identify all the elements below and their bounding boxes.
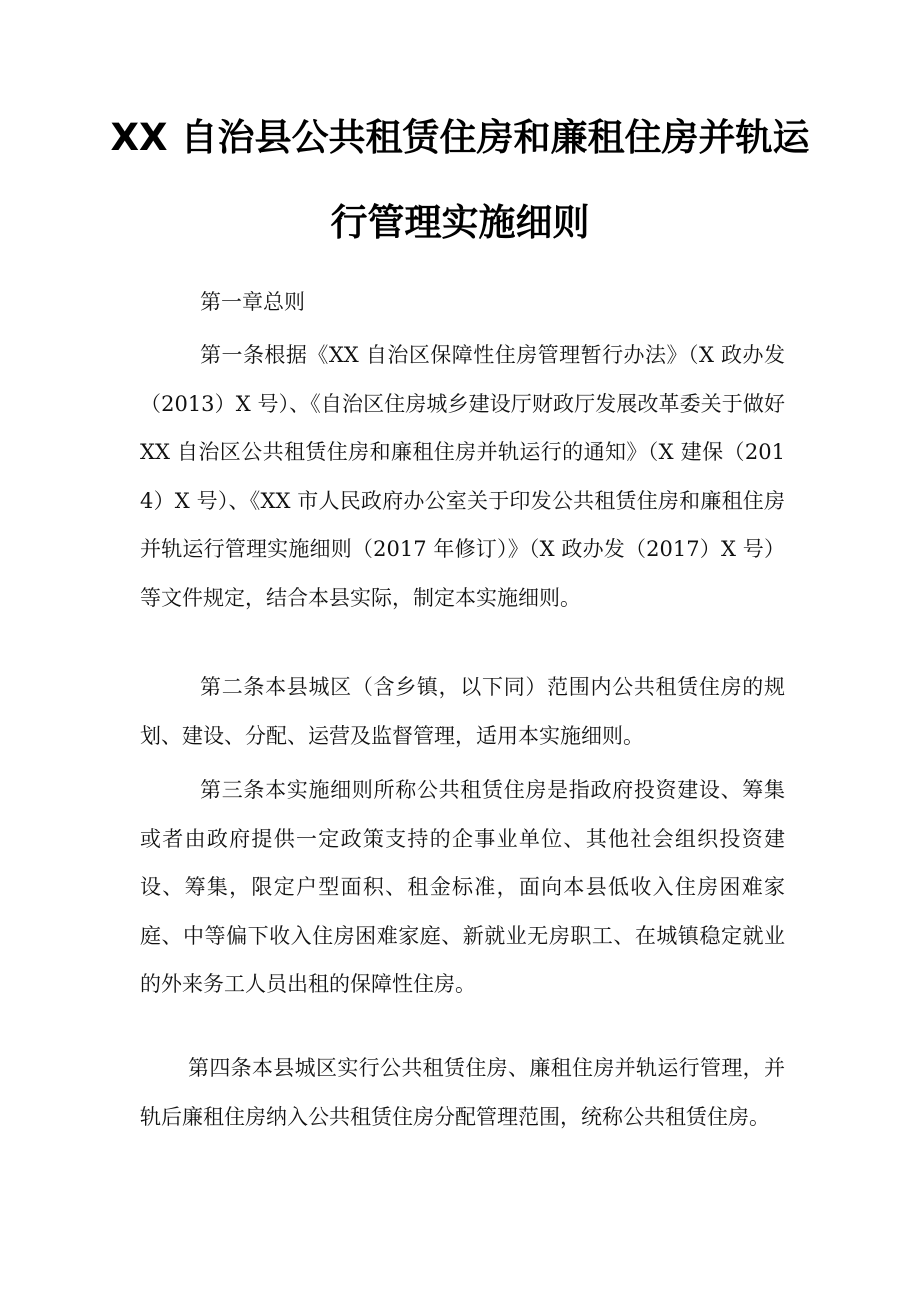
article-1-text: 第一条根据《XX 自治区保障性住房管理暂行办法》（X 政办发（2013）X 号）、《自治区住房城乡建设厅财政厅发展改革委关于做好 XX 自治区公共租赁住房和廉租住房并轨运行的通知》（X 建保（2014）X 号）、《XX 市人民政府办公室关于印发公共租赁住房和廉租住房并轨运行管理实施细则（2017 年修订）》（X 政办发（2017）X 号）等文件规定，结合本县实际，制定本实施细则。	[140, 343, 785, 610]
document-title-line-1: XX 自治县公共租赁住房和廉租住房并轨运	[110, 116, 810, 159]
article-1	[140, 331, 785, 622]
article-3	[140, 766, 785, 1009]
article-2	[140, 663, 785, 760]
article-2-text: 第二条本县城区（含乡镇，以下同）范围内公共租赁住房的规划、建设、分配、运营及监督管理，适用本实施细则。	[140, 675, 785, 748]
article-4-text: 第四条本县城区实行公共租赁住房、廉租住房并轨运行管理，并轨后廉租住房纳入公共租赁住房分配管理范围，统称公共租赁住房。	[140, 1056, 785, 1129]
chapter-heading: 第一章总则	[200, 290, 305, 314]
article-4	[140, 1044, 785, 1141]
document-title-line-2: 行管理实施细则	[330, 201, 590, 244]
article-3-text: 第三条本实施细则所称公共租赁住房是指政府投资建设、筹集或者由政府提供一定政策支持的企事业单位、其他社会组织投资建设、筹集，限定户型面积、租金标准，面向本县低收入住房困难家庭、中等偏下收入住房困难家庭、新就业无房职工、在城镇稳定就业的外来务工人员出租的保障性住房。	[140, 778, 785, 996]
